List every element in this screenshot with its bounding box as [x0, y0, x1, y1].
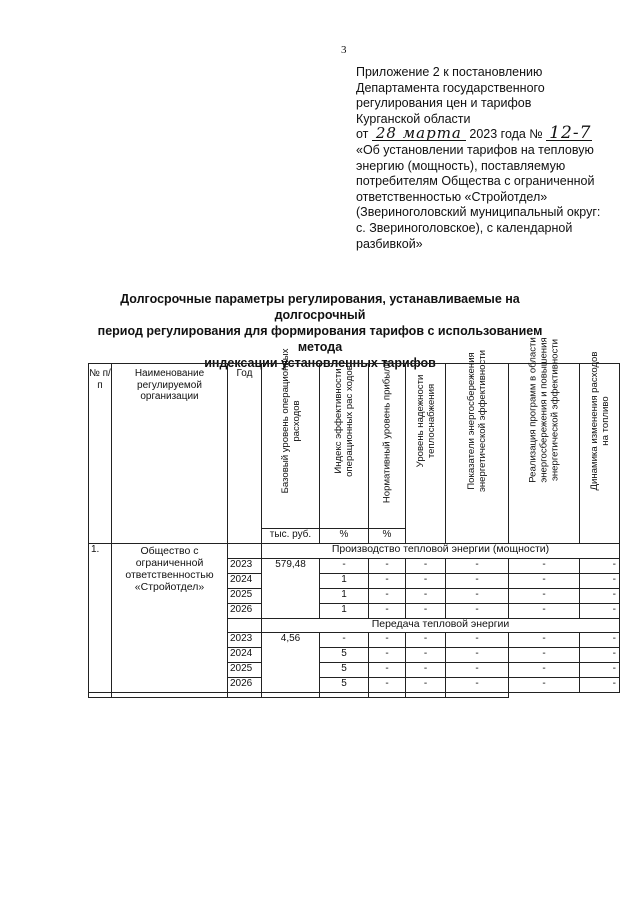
profit-cell: -	[369, 648, 406, 663]
reliability-cell: -	[406, 678, 446, 693]
title-line: индексации установленных тарифов	[204, 356, 436, 370]
year-label: 2023 года №	[469, 127, 543, 142]
empty-cell	[406, 693, 446, 698]
appendix-line: ответственностью «Стройотдел»	[356, 189, 548, 204]
programs-cell: -	[509, 663, 580, 678]
indicators-cell: -	[446, 589, 509, 604]
header-efficiency-index	[320, 364, 369, 529]
header-energy-indicators-text: Показатели энергосбережения энергетической эффективности	[466, 349, 488, 493]
efficiency-cell: 5	[320, 663, 369, 678]
reliability-cell: -	[406, 633, 446, 648]
header-profit-level-text: Нормативный уровень прибыли	[381, 360, 393, 504]
programs-cell: -	[509, 574, 580, 589]
header-base-level	[262, 348, 320, 529]
appendix-line: Приложение 2 к постановлению	[356, 65, 543, 79]
fuel-cell: -	[580, 633, 620, 648]
appendix-line: потребителям Общества с ограниченной	[356, 174, 595, 189]
fuel-cell: -	[580, 559, 620, 574]
efficiency-cell: 1	[320, 574, 369, 589]
row-number: 1.	[89, 544, 112, 693]
empty-cell	[369, 693, 406, 698]
efficiency-cell: 5	[320, 648, 369, 663]
year-cell: 2023	[228, 633, 262, 648]
empty-cell	[446, 693, 509, 698]
profit-cell: -	[369, 663, 406, 678]
reliability-cell: -	[406, 559, 446, 574]
header-num: № п/п	[89, 364, 112, 544]
header-fuel-dynamics-text: Динамика изменения расходов на топливо	[588, 351, 611, 491]
fuel-cell: -	[580, 648, 620, 663]
indicators-cell: -	[446, 648, 509, 663]
header-energy-indicators	[446, 349, 509, 544]
header-efficiency-index-text: Индекс эффективности операционных рас ходов	[333, 365, 355, 477]
reliability-cell: -	[406, 663, 446, 678]
header-fuel-dynamics	[580, 351, 620, 544]
header-reliability-text: Уровень надежности теплоснабжения	[414, 374, 437, 468]
from-label: от	[356, 127, 369, 142]
indicators-cell: -	[446, 604, 509, 619]
year-spacer	[228, 619, 262, 633]
profit-cell: -	[369, 678, 406, 693]
efficiency-cell: 1	[320, 589, 369, 604]
table-bottom-row	[89, 693, 620, 698]
appendix-line: с. Звериноголовское), с календарной	[356, 220, 573, 235]
indicators-cell: -	[446, 559, 509, 574]
section-row	[89, 544, 620, 559]
section-title: Производство тепловой энергии (мощности)	[262, 544, 620, 559]
appendix-line: «Об установлении тарифов на тепловую	[356, 142, 594, 157]
indicators-cell: -	[446, 574, 509, 589]
header-org: Наименование регулируемой организации	[112, 364, 228, 544]
indicators-cell: -	[446, 678, 509, 693]
profit-cell: -	[369, 589, 406, 604]
handwritten-number: 12-7	[546, 127, 592, 141]
appendix-line: разбивкой»	[356, 236, 423, 251]
fuel-cell: -	[580, 604, 620, 619]
year-cell: 2025	[228, 663, 262, 678]
unit-efficiency-index: %	[320, 529, 369, 544]
programs-cell: -	[509, 589, 580, 604]
indicators-cell: -	[446, 663, 509, 678]
efficiency-cell: 1	[320, 604, 369, 619]
empty-cell	[112, 693, 228, 698]
year-cell: 2025	[228, 589, 262, 604]
year-cell: 2024	[228, 574, 262, 589]
year-cell: 2024	[228, 648, 262, 663]
appendix-line: Курганской области	[356, 111, 471, 126]
appendix-header	[356, 65, 616, 252]
appendix-line: энергию (мощность), поставляемую	[356, 158, 566, 173]
appendix-date-line	[356, 123, 616, 144]
unit-base-level: тыс. руб.	[262, 529, 320, 544]
reliability-cell: -	[406, 648, 446, 663]
empty-cell	[320, 693, 369, 698]
appendix-line: Департамента государственного	[356, 80, 545, 95]
page-number: 3	[341, 44, 347, 56]
section-title: Передача тепловой энергии	[262, 619, 620, 633]
empty-cell	[262, 693, 320, 698]
programs-cell: -	[509, 604, 580, 619]
document-title	[80, 291, 560, 371]
efficiency-cell: -	[320, 633, 369, 648]
header-year: Год	[228, 364, 262, 544]
year-cell: 2026	[228, 604, 262, 619]
unit-profit-level: %	[369, 529, 406, 544]
title-line: Долгосрочные параметры регулирования, устанавливаемые на долгосрочный	[120, 292, 520, 322]
handwritten-date: 28 марта	[372, 127, 466, 141]
header-row	[89, 364, 620, 529]
header-profit-level	[369, 360, 406, 529]
reliability-cell: -	[406, 589, 446, 604]
profit-cell: -	[369, 559, 406, 574]
empty-cell	[228, 693, 262, 698]
efficiency-cell: 5	[320, 678, 369, 693]
efficiency-cell: -	[320, 559, 369, 574]
header-programs-text: Реализация программ в области энергосбережения и повышения энергетической эффективности	[527, 337, 561, 483]
programs-cell: -	[509, 648, 580, 663]
fuel-cell: -	[580, 663, 620, 678]
organization-name: Общество с ограниченной ответственностью «Стройотдел»	[112, 544, 228, 693]
reliability-cell: -	[406, 574, 446, 589]
profit-cell: -	[369, 574, 406, 589]
fuel-cell: -	[580, 589, 620, 604]
year-cell: 2026	[228, 678, 262, 693]
empty-cell	[89, 693, 112, 698]
base-level-value: 4,56	[262, 633, 320, 693]
appendix-line: (Звериноголовский муниципальный округ:	[356, 205, 601, 220]
reliability-cell: -	[406, 604, 446, 619]
appendix-line: регулирования цен и тарифов	[356, 96, 532, 111]
title-line: период регулирования для формирования тарифов с использованием метода	[97, 324, 543, 354]
year-cell: 2023	[228, 559, 262, 574]
year-spacer	[228, 544, 262, 559]
profit-cell: -	[369, 604, 406, 619]
base-level-value: 579,48	[262, 559, 320, 619]
header-programs	[509, 337, 580, 544]
fuel-cell: -	[580, 574, 620, 589]
programs-cell: -	[509, 559, 580, 574]
fuel-cell: -	[580, 678, 620, 693]
profit-cell: -	[369, 633, 406, 648]
header-reliability	[406, 364, 446, 544]
indicators-cell: -	[446, 633, 509, 648]
header-base-level-text: Базовый уровень операционных расходов	[279, 348, 302, 494]
programs-cell: -	[509, 678, 580, 693]
programs-cell: -	[509, 633, 580, 648]
